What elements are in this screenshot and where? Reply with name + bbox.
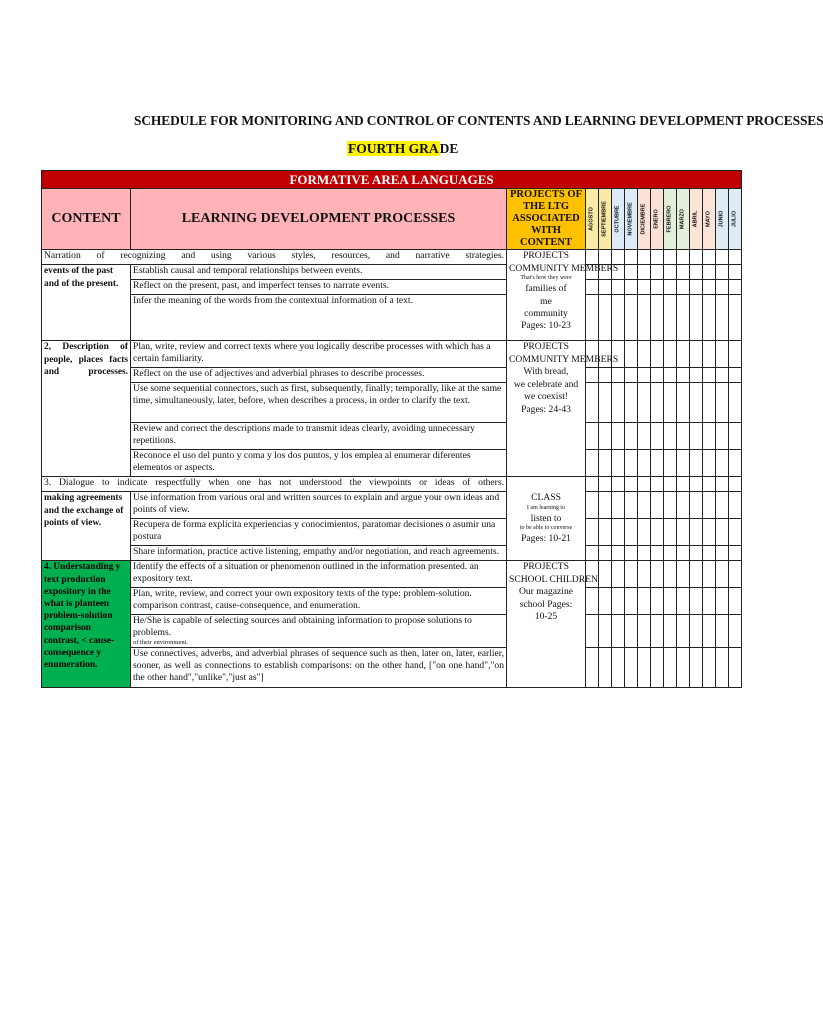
month-cell	[612, 546, 625, 561]
ldp-item: Reflect on the present, past, and imperfect tenses to narrate events.	[131, 280, 507, 295]
month-cell	[703, 295, 716, 341]
month-cell	[703, 477, 716, 492]
month-cell	[703, 383, 716, 423]
month-cell	[638, 492, 651, 519]
month-cell	[677, 250, 690, 265]
month-cell	[651, 588, 664, 615]
month-cell	[677, 519, 690, 546]
month-cell	[625, 546, 638, 561]
month-cell	[651, 450, 664, 477]
month-cell	[638, 423, 651, 450]
month-cell	[612, 450, 625, 477]
month-cell	[677, 341, 690, 368]
month-cell	[625, 492, 638, 519]
month-cell	[612, 648, 625, 688]
month-cell	[664, 250, 677, 265]
ldp-item: Identify the effects of a situation or phenomenon outlined in the information presented. an expository text.	[131, 561, 507, 588]
content-cell-1-lead: Narration of recognizing and using various styles, resources, and narrative strategies.	[42, 250, 507, 265]
month-cell	[716, 250, 729, 265]
month-header	[664, 189, 677, 250]
month-cell	[729, 265, 742, 280]
month-cell	[716, 588, 729, 615]
projects-header: PROJECTS OF THE LTG ASSOCIATED WITH CONTENT	[507, 189, 586, 250]
month-header	[677, 189, 690, 250]
month-cell	[690, 450, 703, 477]
month-cell	[677, 561, 690, 588]
month-cell	[625, 341, 638, 368]
month-cell	[612, 615, 625, 648]
ldp-item: Recupera de forma explícita experiencias y conocimientos, paratomar decisiones o asumir una postura	[131, 519, 507, 546]
month-cell	[651, 341, 664, 368]
ldp-item: Share information, practice active listening, empathy and/or negotiation, and reach agreements.	[131, 546, 507, 561]
month-cell	[703, 615, 716, 648]
month-header	[586, 189, 599, 250]
month-cell	[651, 615, 664, 648]
month-cell	[729, 477, 742, 492]
month-cell	[586, 295, 599, 341]
project-line: we coexist!	[524, 391, 568, 403]
month-cell	[729, 450, 742, 477]
ldp-item	[131, 615, 507, 648]
month-cell	[716, 423, 729, 450]
project-cell-2	[507, 341, 619, 477]
project-subtitle: I am learning to	[526, 504, 566, 511]
month-cell	[690, 561, 703, 588]
month-cell	[651, 492, 664, 519]
month-cell	[599, 648, 612, 688]
month-cell	[690, 519, 703, 546]
area-band: FORMATIVE AREA LANGUAGES	[42, 171, 742, 189]
project-line: listen to	[530, 512, 562, 524]
month-label: MAYO	[705, 211, 712, 228]
ldp-item: Plan, write, review and correct texts where you logically describe processes with which has a certain familiarity.	[131, 341, 507, 368]
month-cell	[638, 250, 651, 265]
ldp-item: Plan, write, review, and correct your own expository texts of the type: problem-solution. comparison contrast, cause-consequence, and enumeration.	[131, 588, 507, 615]
month-cell	[638, 450, 651, 477]
content-cell-2: 2, Description of people, places facts and processes.	[42, 341, 131, 477]
month-cell	[638, 477, 651, 492]
month-cell	[586, 546, 599, 561]
ldp-item: Reconoce el uso del punto y coma y los dos puntos, y los emplea al enumerar diferentes elementos or aspects.	[131, 450, 507, 477]
month-cell	[690, 423, 703, 450]
month-cell	[664, 383, 677, 423]
project-line: school Pages:	[519, 598, 573, 610]
month-cell	[612, 519, 625, 546]
month-cell	[625, 383, 638, 423]
month-cell	[677, 615, 690, 648]
month-cell	[599, 280, 612, 295]
month-cell	[625, 615, 638, 648]
month-cell	[638, 341, 651, 368]
month-cell	[677, 280, 690, 295]
month-cell	[664, 492, 677, 519]
month-cell	[625, 588, 638, 615]
ldp-item: Infer the meaning of the words from the contextual information of a text.	[131, 295, 507, 341]
month-cell	[651, 546, 664, 561]
month-cell	[690, 492, 703, 519]
month-cell	[664, 341, 677, 368]
month-cell	[586, 383, 599, 423]
project-label: PROJECTS	[523, 341, 569, 353]
month-cell	[651, 519, 664, 546]
month-cell	[677, 423, 690, 450]
month-cell	[690, 265, 703, 280]
month-cell	[664, 280, 677, 295]
month-cell	[599, 368, 612, 383]
month-cell	[716, 295, 729, 341]
month-cell	[716, 265, 729, 280]
month-cell	[625, 477, 638, 492]
project-line: families of	[525, 283, 567, 295]
ldp-item: Establish causal and temporal relationships between events.	[131, 265, 507, 280]
month-cell	[677, 492, 690, 519]
month-cell	[716, 450, 729, 477]
month-cell	[625, 250, 638, 265]
month-cell	[703, 450, 716, 477]
month-header	[651, 189, 664, 250]
project-line: community	[524, 307, 568, 319]
ldp-item-note: of their environment.	[133, 639, 189, 647]
project-pages: Pages: 24-43	[521, 403, 571, 415]
month-label: JULIO	[731, 211, 738, 228]
month-cell	[690, 615, 703, 648]
content-header: CONTENT	[42, 189, 131, 250]
month-cell	[651, 265, 664, 280]
month-cell	[612, 383, 625, 423]
month-cell	[703, 280, 716, 295]
month-cell	[651, 295, 664, 341]
month-cell	[625, 295, 638, 341]
month-cell	[599, 588, 612, 615]
month-cell	[703, 423, 716, 450]
month-cell	[690, 250, 703, 265]
content-cell-3-lead: 3. Dialogue to indicate respectfully when one has not understood the viewpoints or ideas of others.	[42, 477, 507, 492]
project-line: me	[540, 295, 552, 307]
month-cell	[677, 265, 690, 280]
month-cell	[651, 368, 664, 383]
month-cell	[651, 250, 664, 265]
month-cell	[599, 295, 612, 341]
month-header	[703, 189, 716, 250]
month-cell	[729, 295, 742, 341]
month-cell	[729, 561, 742, 588]
month-cell	[677, 477, 690, 492]
month-cell	[651, 477, 664, 492]
month-cell	[729, 383, 742, 423]
month-label: SEPTIEMBRE	[601, 201, 608, 238]
month-cell	[651, 383, 664, 423]
month-label: OCTUBRE	[614, 205, 621, 233]
month-label: ENERO	[653, 209, 660, 229]
month-cell	[612, 477, 625, 492]
month-cell	[716, 648, 729, 688]
project-pages: Pages: 10-21	[521, 532, 571, 544]
month-cell	[729, 546, 742, 561]
month-cell	[664, 368, 677, 383]
month-cell	[651, 423, 664, 450]
project-cell-1	[507, 250, 619, 341]
month-cell	[625, 280, 638, 295]
project-label: CLASS	[531, 492, 561, 504]
month-cell	[651, 648, 664, 688]
month-cell	[638, 519, 651, 546]
content-cell-4: 4. Understanding y text production expository in the what is planteen problem-solution comparison contrast, < cause-consequence y enumeration.	[42, 561, 131, 688]
project-cell-3	[507, 477, 586, 561]
month-cell	[599, 519, 612, 546]
month-cell	[638, 546, 651, 561]
ldp-item: Review and correct the descriptions made to transmit ideas clearly, avoiding unnecessary repetitions.	[131, 423, 507, 450]
month-header	[729, 189, 742, 250]
project-label: PROJECTS	[523, 250, 569, 262]
month-label: FEBRERO	[666, 205, 673, 233]
month-label: JUNIO	[718, 210, 725, 228]
month-cell	[677, 383, 690, 423]
month-cell	[612, 588, 625, 615]
project-subtitle: That's how they were	[520, 275, 572, 282]
month-cell	[690, 477, 703, 492]
month-cell	[586, 368, 599, 383]
month-cell	[664, 423, 677, 450]
month-cell	[638, 561, 651, 588]
month-cell	[677, 588, 690, 615]
project-name: SCHOOL CHILDREN	[509, 573, 598, 585]
ldp-item: Use information from various oral and written sources to explain and argue your own ideas and points of view.	[131, 492, 507, 519]
month-header	[612, 189, 625, 250]
month-cell	[664, 519, 677, 546]
month-cell	[729, 588, 742, 615]
ldp-item: Use connectives, adverbs, and adverbial phrases of sequence such as then, later on, later, earlier, sooner, as well as connections to establish comparisons: on the other hand, ["on one hand","on the other hand","unlike","just as"]	[131, 648, 507, 688]
month-cell	[625, 450, 638, 477]
month-cell	[612, 368, 625, 383]
project-line: With bread,	[523, 366, 569, 378]
month-cell	[690, 341, 703, 368]
month-header	[690, 189, 703, 250]
project-name: COMMUNITY MEMBERS	[509, 353, 619, 365]
month-cell	[599, 492, 612, 519]
project-line: Our magazine	[518, 586, 574, 598]
month-cell	[729, 648, 742, 688]
month-cell	[586, 648, 599, 688]
month-cell	[612, 561, 625, 588]
month-cell	[690, 546, 703, 561]
month-cell	[677, 648, 690, 688]
month-cell	[599, 423, 612, 450]
month-cell	[729, 280, 742, 295]
month-cell	[625, 648, 638, 688]
month-cell	[703, 368, 716, 383]
month-cell	[703, 561, 716, 588]
month-cell	[716, 383, 729, 423]
grade-heading	[347, 141, 458, 159]
month-cell	[703, 341, 716, 368]
month-cell	[690, 368, 703, 383]
content-cell-1: events of the past and of the present.	[42, 265, 131, 341]
month-cell	[599, 615, 612, 648]
month-cell	[638, 588, 651, 615]
month-cell	[599, 383, 612, 423]
month-cell	[625, 265, 638, 280]
month-cell	[664, 477, 677, 492]
month-cell	[729, 423, 742, 450]
month-header	[625, 189, 638, 250]
month-cell	[677, 546, 690, 561]
month-cell	[664, 546, 677, 561]
ldp-item-text: He/She is capable of selecting sources and obtaining information to propose solutions to problems.	[133, 615, 472, 639]
month-cell	[638, 615, 651, 648]
month-cell	[716, 368, 729, 383]
month-cell	[716, 492, 729, 519]
ldp-item: Use some sequential connectors, such as first, subsequently, finally; temporally, like at the same time, simultaneously, later, before, when describes a process, in order to clarify the text.	[131, 383, 507, 423]
month-label: DICIEMBRE	[640, 203, 647, 235]
month-cell	[703, 492, 716, 519]
month-cell	[664, 648, 677, 688]
month-cell	[638, 295, 651, 341]
month-cell	[690, 383, 703, 423]
month-cell	[729, 341, 742, 368]
month-cell	[638, 368, 651, 383]
month-cell	[664, 561, 677, 588]
month-cell	[612, 295, 625, 341]
month-cell	[703, 648, 716, 688]
project-label: PROJECTS	[523, 561, 569, 573]
month-cell	[599, 477, 612, 492]
month-cell	[716, 341, 729, 368]
month-cell	[664, 588, 677, 615]
project-line: we celebrate and	[513, 378, 579, 390]
month-cell	[638, 648, 651, 688]
month-label: NOVIEMBRE	[627, 202, 634, 236]
month-cell	[677, 295, 690, 341]
month-cell	[664, 295, 677, 341]
month-cell	[729, 250, 742, 265]
month-cell	[599, 546, 612, 561]
month-cell	[716, 519, 729, 546]
month-label: AGOSTO	[588, 207, 595, 232]
month-cell	[690, 280, 703, 295]
schedule-table	[41, 170, 742, 688]
month-cell	[703, 519, 716, 546]
month-cell	[703, 250, 716, 265]
month-cell	[703, 588, 716, 615]
content-cell-3: making agreements and the exchange of points of view.	[42, 492, 131, 561]
project-pages: 10-25	[534, 611, 558, 623]
month-cell	[729, 492, 742, 519]
month-cell	[703, 265, 716, 280]
month-cell	[586, 450, 599, 477]
month-cell	[677, 450, 690, 477]
month-cell	[612, 280, 625, 295]
month-cell	[664, 265, 677, 280]
month-cell	[638, 383, 651, 423]
month-cell	[677, 368, 690, 383]
month-cell	[729, 615, 742, 648]
month-cell	[716, 546, 729, 561]
month-cell	[651, 561, 664, 588]
project-subtitle: to be able to converse	[519, 525, 573, 532]
ldp-item: Reflect on the use of adjectives and adverbial phrases to describe processes.	[131, 368, 507, 383]
month-cell	[586, 280, 599, 295]
month-cell	[586, 519, 599, 546]
ldp-header: LEARNING DEVELOPMENT PROCESSES	[131, 189, 507, 250]
grade-highlight: FOURTH GRA	[348, 141, 439, 156]
month-cell	[716, 477, 729, 492]
month-cell	[612, 492, 625, 519]
month-header	[599, 189, 612, 250]
month-header	[716, 189, 729, 250]
grade-heading-rest: DE	[439, 141, 459, 156]
month-cell	[716, 615, 729, 648]
month-cell	[586, 615, 599, 648]
month-cell	[664, 450, 677, 477]
month-cell	[651, 280, 664, 295]
month-cell	[729, 519, 742, 546]
month-cell	[729, 368, 742, 383]
month-cell	[638, 265, 651, 280]
project-pages: Pages: 10-23	[521, 320, 571, 332]
month-cell	[612, 423, 625, 450]
month-cell	[586, 477, 599, 492]
month-cell	[625, 519, 638, 546]
month-cell	[625, 561, 638, 588]
month-cell	[599, 561, 612, 588]
month-header	[638, 189, 651, 250]
month-cell	[716, 561, 729, 588]
month-cell	[586, 492, 599, 519]
project-name: COMMUNITY MEMBERS	[509, 262, 619, 274]
month-cell	[586, 423, 599, 450]
month-cell	[625, 368, 638, 383]
month-cell	[664, 615, 677, 648]
month-cell	[716, 280, 729, 295]
month-cell	[690, 648, 703, 688]
month-cell	[625, 423, 638, 450]
month-cell	[690, 295, 703, 341]
project-cell-4	[507, 561, 598, 688]
month-label: MARZO	[679, 209, 686, 230]
month-cell	[599, 450, 612, 477]
document-title: SCHEDULE FOR MONITORING AND CONTROL OF CONTENTS AND LEARNING DEVELOPMENT PROCESSES	[134, 113, 823, 128]
month-cell	[638, 280, 651, 295]
month-label: ABRIL	[692, 210, 699, 228]
month-cell	[586, 588, 599, 615]
month-cell	[703, 546, 716, 561]
month-cell	[690, 588, 703, 615]
